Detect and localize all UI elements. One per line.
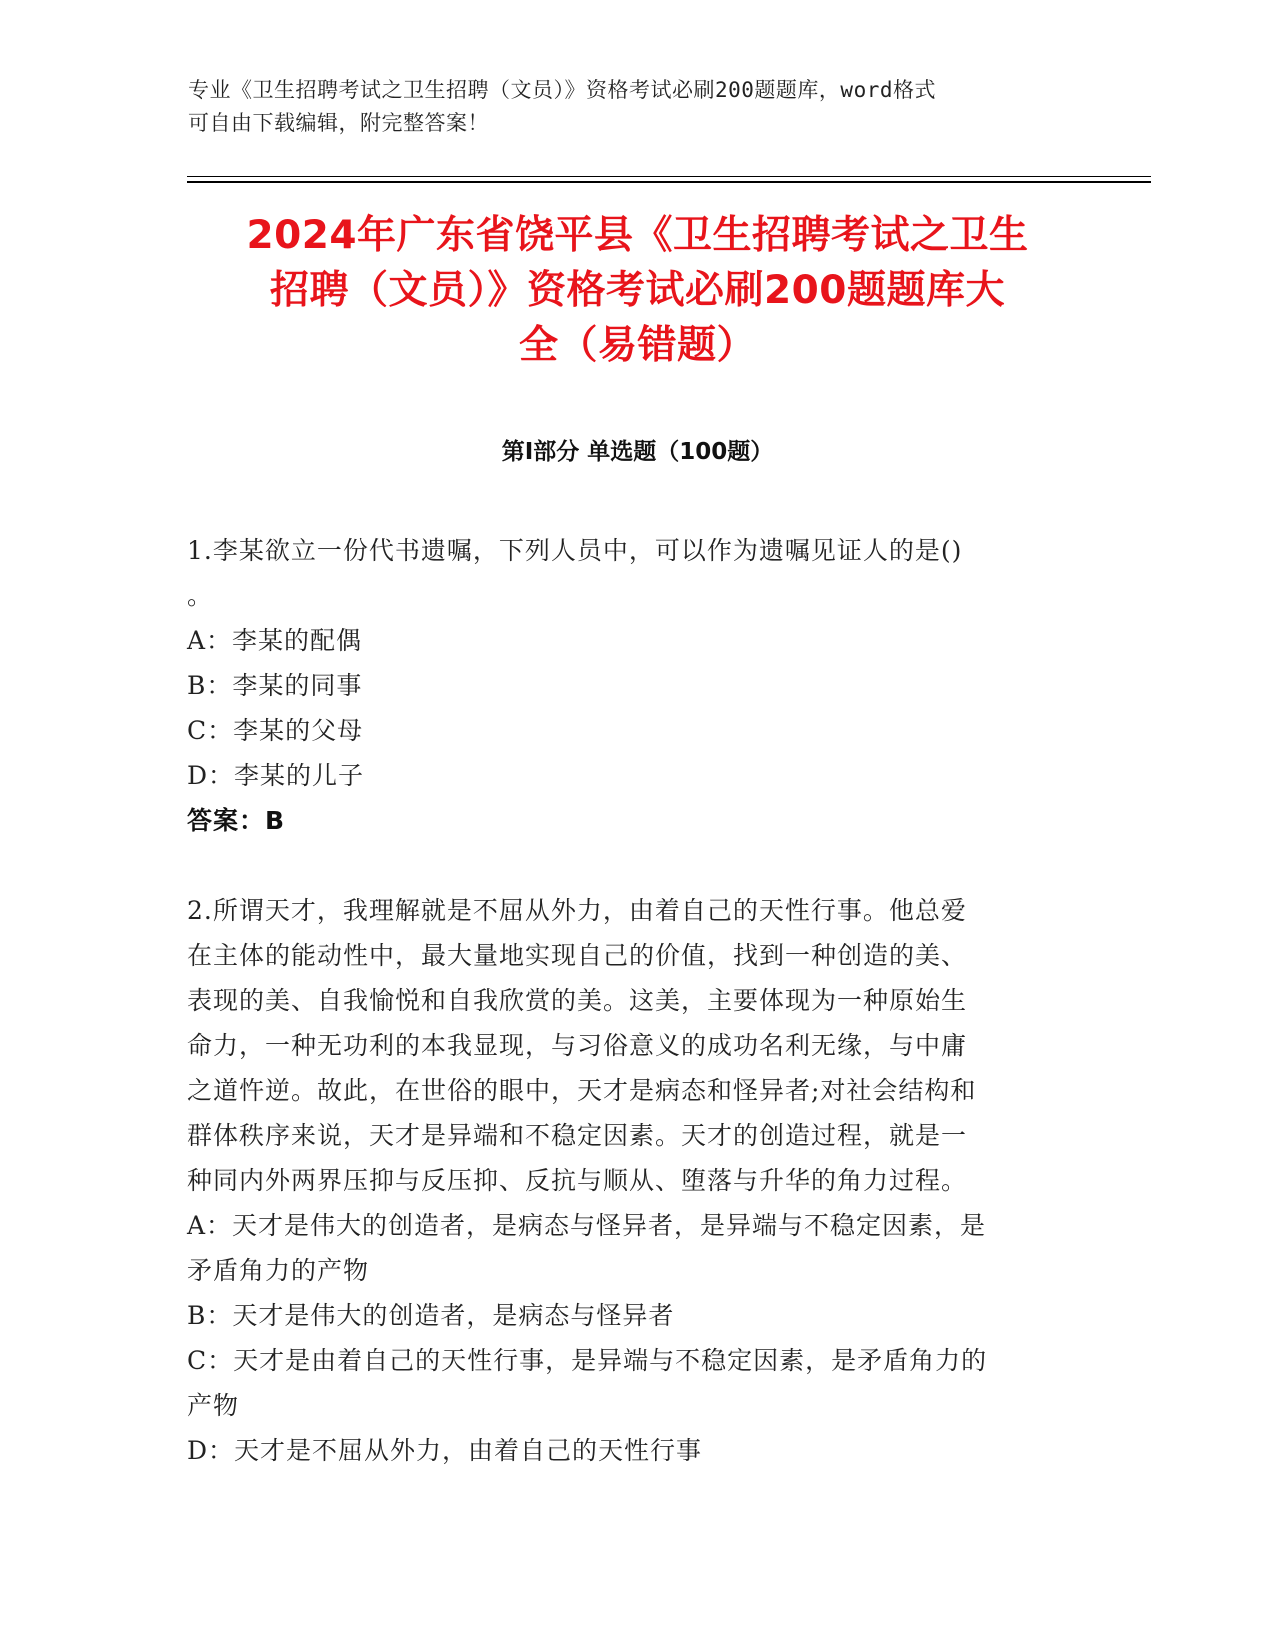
document-title — [170, 208, 1105, 373]
question-stem-line: 表现的美、自我愉悦和自我欣赏的美。这美，主要体现为一种原始生 — [187, 986, 968, 1015]
option-a-continued: 矛盾角力的产物 — [187, 1256, 370, 1285]
question-stem-line: 种同内外两界压抑与反压抑、反抗与顺从、堕落与升华的角力过程。 — [187, 1166, 968, 1195]
option-b: B：李某的同事 — [187, 671, 363, 700]
option-a: A：天才是伟大的创造者，是病态与怪异者，是异端与不稳定因素，是 — [187, 1211, 987, 1240]
title-line: 招聘（文员）》资格考试必刷200题题库大 — [270, 268, 1005, 313]
option-c: C：天才是由着自己的天性行事，是异端与不稳定因素，是矛盾角力的 — [187, 1346, 988, 1375]
option-a: A：李某的配偶 — [187, 626, 363, 655]
header-note — [188, 74, 1068, 140]
title-line: 全（易错题） — [518, 323, 756, 368]
option-b: B：天才是伟大的创造者，是病态与怪异者 — [187, 1301, 675, 1330]
header-note-line: 可自由下载编辑，附完整答案！ — [188, 111, 489, 135]
option-d: D：李某的儿子 — [187, 761, 365, 790]
title-line: 2024年广东省饶平县《卫生招聘考试之卫生 — [246, 213, 1029, 258]
question-block — [187, 528, 1067, 843]
question-stem-line: 群体秩序来说，天才是异端和不稳定因素。天才的创造过程，就是一 — [187, 1121, 968, 1150]
section-heading: 第Ⅰ部分 单选题（100题） — [501, 439, 774, 465]
answer-label: 答案：B — [187, 806, 286, 835]
question-block — [187, 888, 1067, 1473]
option-d: D：天才是不屈从外力，由着自己的天性行事 — [187, 1436, 703, 1465]
question-stem-line: 命力，一种无功利的本我显现，与习俗意义的成功名利无缘，与中庸 — [187, 1031, 968, 1060]
question-stem-line: 在主体的能动性中，最大量地实现自己的价值，找到一种创造的美、 — [187, 941, 968, 970]
question-stem-line: 1.李某欲立一份代书遗嘱，下列人员中，可以作为遗嘱见证人的是() — [187, 536, 963, 565]
header-divider-thin — [187, 176, 1151, 177]
header-note-line: 专业《卫生招聘考试之卫生招聘（文员）》资格考试必刷200题题库，word格式 — [188, 78, 936, 102]
question-stem-line: 之道忤逆。故此，在世俗的眼中，天才是病态和怪异者;对社会结构和 — [187, 1076, 977, 1105]
question-stem-line: 。 — [187, 581, 214, 610]
option-c: C：李某的父母 — [187, 716, 364, 745]
option-c-continued: 产物 — [187, 1391, 240, 1420]
question-stem-line: 2.所谓天才，我理解就是不屈从外力，由着自己的天性行事。他总爱 — [187, 896, 967, 925]
header-divider-thick — [187, 181, 1151, 183]
